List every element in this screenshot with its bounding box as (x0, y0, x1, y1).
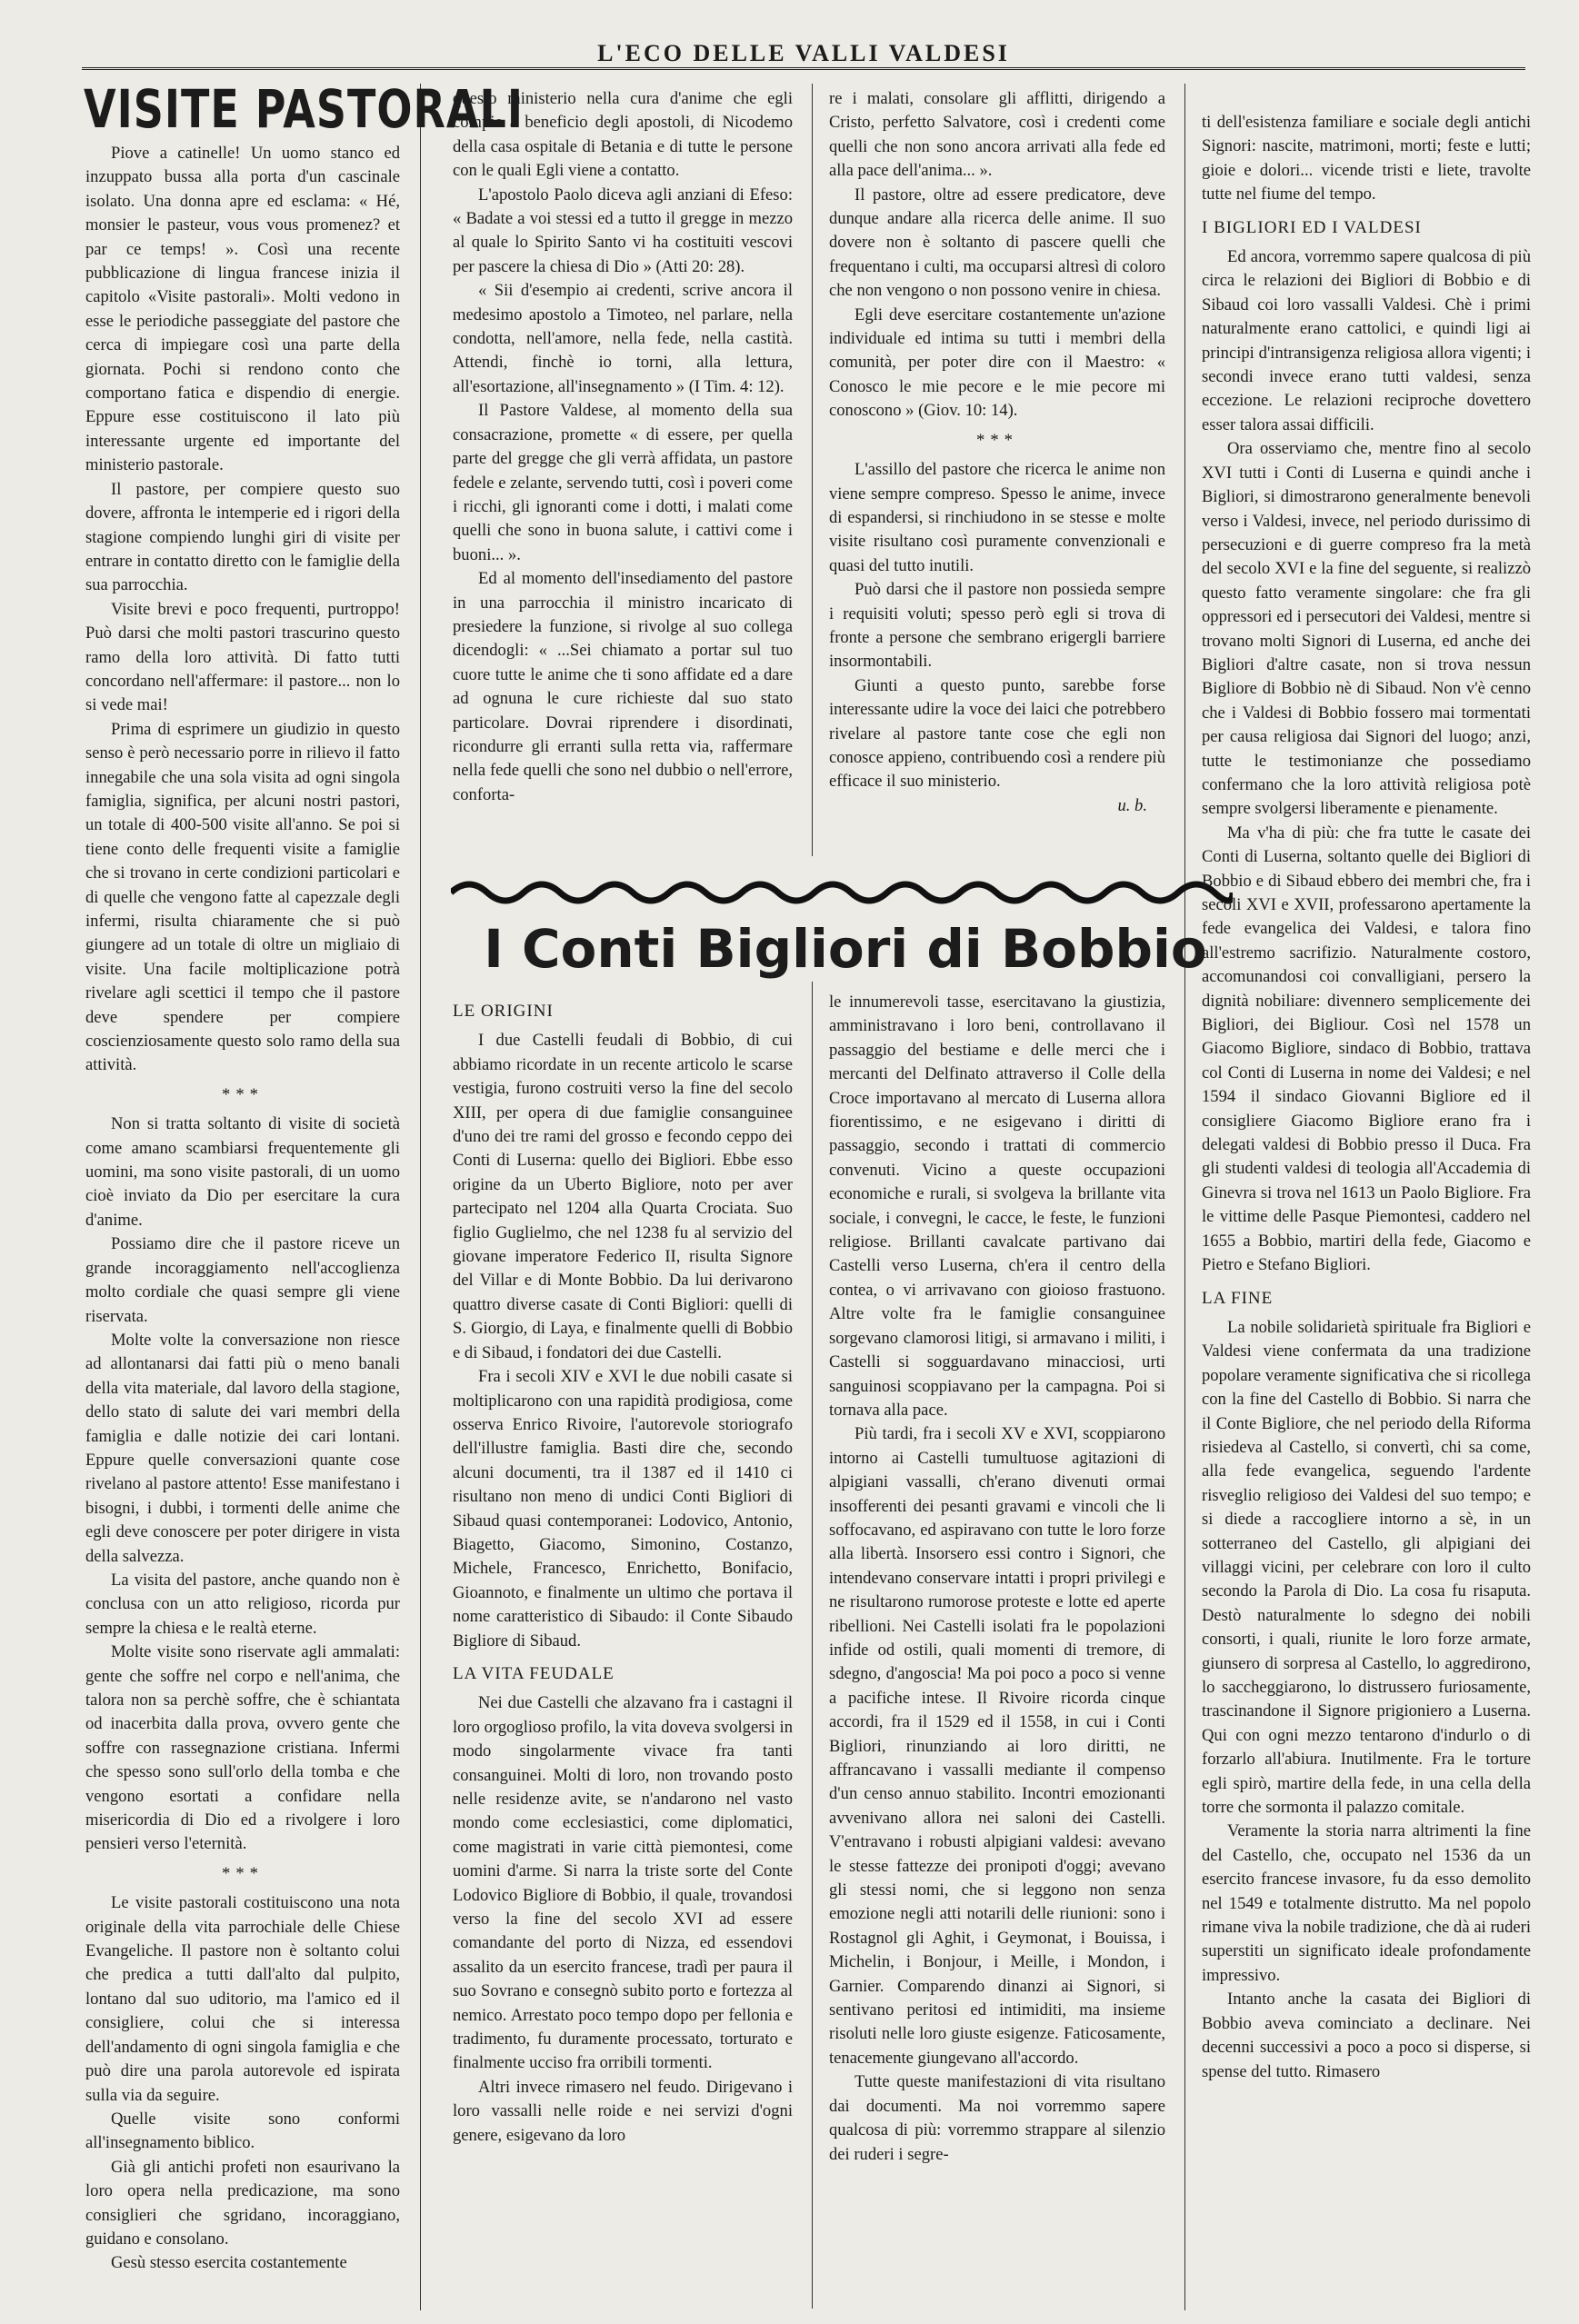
paragraph: Gesù stesso esercita costantemente (111, 2253, 347, 2273)
wave-divider (451, 873, 1233, 909)
author-signature: u. b. (1117, 795, 1147, 815)
paragraph: Può darsi che il pastore non possieda sempre i requisiti voluti; spesso però egli si trova di fronte a persone che sembrano erigergli barriere insormontabili. (829, 580, 1165, 672)
paragraph: Ed al momento dell'insediamento del pastore in una parrocchia il ministro incaricato di presiedere la funzione, si rivolge al suo collega dicendogli: « ...Sei chiamato a portar sul tuo cuore tutte le anime che ti sono affidate ed a dare ad ognuna le cure richieste dal suo stato particolare. Dovrai riprendere i disordinati, ricondurre gli erranti sulla retta via, raffermare nella fede quelli che sono nel dubbio o nell'errore, conforta- (453, 569, 793, 804)
paragraph: « Sii d'esempio ai credenti, scrive ancora il medesimo apostolo a Timoteo, nel parlare, nella condotta, nell'amore, nella fede, nella castità. Attendi, finchè io torni, alla lettura, all'esortazione, all'insegnamento » (I Tim. 4: 12). (453, 281, 793, 396)
paragraph: Ora osserviamo che, mentre fino al secolo XVI tutti i Conti di Luserna e quindi anche i Bigliori, si dimostrarono generalmente benevoli verso i Valdesi, invece, nel periodo durissimo di persecuzioni e di guerre compreso fra la metà del secolo XVI e la fine del seguente, si realizzò questo fatto veramente singolare: che fra gli oppressori ed i persecutori dei Valdesi, mentre si trovano molti Signori di Luserna, ed anche dei Bigliori d'altre casate, non si trova nessun Bigliore di Bobbio nè di Sibaud. Non v'è cenno che i Valdesi di Bobbio fossero mai tormentati per causa religiosa dai Signori del luogo; anzi, tutte le testimonianze che possediamo confermano che la loro attività religiosa potè sempre svolgersi liberamente e pienamente. (1202, 439, 1531, 819)
paragraph: le innumerevoli tasse, esercitavano la giustizia, amministravano i loro beni, controllavano il passaggio del bestiame e delle merci che i mercanti del Delfinato attraverso il Colle della Croce importavano al mercato di Luserna allora fiorentissimo, e ne esigevano i diritti di passaggio, secondo i trattati di commercio convenuti. Vicino a queste occupazioni economiche e rurali, si svolgeva la brillante vita sociale, i convegni, le cacce, le feste, le funzioni religiose. Brillanti cavalcate partivano dai Castelli verso Luserna, ch'era il centro della contea, o vi arrivavano con gioioso frastuono. Altre volte fra le famiglie consanguinee sorgevano clamorosi litigi, si armavano i militi, i Castelli si sogguardavano minacciosi, urti sanguinosi scoppiavano per la campagna. Poi si tornava alla pace. (829, 992, 1165, 1420)
paragraph: Le visite pastorali costituiscono una nota originale della vita parrochiale delle Chiese Evangeliche. Il pastore non è soltanto colui che predica a tutti dall'alto dal pulpito, lontano dal suo uditorio, ma l'amico ed il consigliere, colui che si interessa dell'andamento di ogni singola famiglia e che può dire una parola autorevole ed ispirata sulla via da seguire. (85, 1893, 400, 2105)
paragraph: re i malati, consolare gli afflitti, dirigendo a Cristo, perfetto Salvatore, così i credenti come quelli che non sono ancora arrivati alla fede ed alla pace dell'anima... ». (829, 89, 1165, 181)
bigliori-column-2 (453, 991, 793, 2309)
paragraph: L'assillo del pastore che ricerca le anime non viene sempre compreso. Spesso le anime, invece di espandersi, si rinchiudono in se stesse e molte visite risultano così puramente convenzionali e quasi del tutto inutili. (829, 460, 1165, 575)
paragraph: Il Pastore Valdese, al momento della sua consacrazione, promette « di essere, per quella parte del gregge che gli verrà affidata, un pastore fedele e zelante, servendo tutti, così i poveri come i ricchi, gli ignoranti come i dotti, i malati come quelli che sono in buona salute, i cattivi come i buoni... ». (453, 401, 793, 564)
visite-column-1 (85, 142, 400, 2314)
masthead-rule (82, 67, 1525, 70)
paragraph: Più tardi, fra i secoli XV e XVI, scoppiarono intorno ai Castelli tumultuose agitazioni di alpigiani vassalli, ch'erano divenuti ormai insofferenti dei pesanti gravami e vincoli che li soffocavano, ed aspiravano con tutte le loro forze alla libertà. Insorsero essi contro i Signori, che intendevano conservare intatti i propri privilegi e ne risultarono rumorose proteste e lotte ed aperte ribellioni. Nei Castelli isolati fra le popolazioni infide od ostili, quali momenti di tremore, di sdegno, d'angoscia! Ma poi poco a poco si venne a pacifiche intese. Il Rivoire ricorda cinque accordi, fra il 1529 ed il 1558, in cui i Conti Bigliori, rinunziando ai loro diritti, ne affrancavano i vassalli mediante il compenso d'un censo annuo stabilito. Incontri emozionanti avvenivano allora nei saloni dei Castelli. V'entravano i robusti alpigiani valdesi: avevano le stesse fattezze dei pronipoti d'oggi; avevano gli stessi nomi, che si leggono non senza emozione negli atti notarili delle riunioni: sono i Rostagnol gli Aghit, i Geymonat, i Bouissa, i Michelin, i Bonjour, i Meille, i Mondon, i Garnier. Comparendo dinanzi ai Signori, si sentivano peritosi ed intimiditi, ma insieme risoluti nelle loro giuste esigenze. Faticosamente, tenacemente giungevano all'accordo. (829, 1424, 1165, 2068)
visite-column-2 (453, 87, 793, 869)
paragraph: Tutte queste manifestazioni di vita risultano dai documenti. Ma noi vorremmo sapere qualcosa di più: vorremmo strappare al silenzio dei ruderi i segre- (829, 2072, 1165, 2164)
paragraph: Possiamo dire che il pastore riceve un grande incoraggiamento nell'accoglienza molto cordiale che quasi sempre gli viene riservata. (85, 1234, 400, 1326)
paragraph: ti dell'esistenza familiare e sociale degli antichi Signori: nascite, matrimoni, morti; feste e lutti; gioie e dolori... vicende tristi e liete, travolte tutte nel fiume del tempo. (1202, 113, 1531, 204)
paragraph: Molte visite sono riservate agli ammalati: gente che soffre nel corpo e nell'anima, che talora non sa perchè soffre, che è schiantata od inacerbita dalla prova, ovvero gente che soffre con rassegnazione cristiana. Infermi che spesso sono sull'orlo della tomba e che vengono esortati a confidare nella misericordia di Dio ed a rivolgere i loro pensieri verso l'eternità. (85, 1642, 400, 1854)
paragraph: Veramente la storia narra altrimenti la fine del Castello, che, occupato nel 1536 da un esercito francese invasore, fu da esso demolito nel 1549 e totalmente distrutto. Ma nel popolo rimane viva la nobile tradizione, che dà ai ruderi superstiti un significato ideale profondamente impressivo. (1202, 1821, 1531, 1985)
masthead: L'ECO DELLE VALLI VALDESI (597, 40, 1010, 66)
bigliori-title: I Conti Bigliori di Bobbio (484, 918, 1207, 980)
visite-title: VISITE PASTORALI (84, 78, 524, 140)
paragraph: Quelle visite sono conformi all'insegnamento biblico. (85, 2109, 400, 2153)
paragraph: Il pastore, oltre ad essere predicatore, deve dunque andare alla ricerca delle anime. Il suo dovere non è soltanto di pascere quelli che frequentano i culti, ma occuparsi altresì di coloro che non vengono o non possono venire in chiesa. (829, 185, 1165, 301)
section-stars: *** (222, 1863, 264, 1883)
bigliori-column-3 (829, 991, 1165, 2309)
paragraph: L'apostolo Paolo diceva agli anziani di Efeso: « Badate a voi stessi ed a tutto il gregge in mezzo al quale lo Spirito Santo vi ha costituiti vescovi per pascere la chiesa di Dio » (Atti 20: 28). (453, 185, 793, 276)
paragraph: Fra i secoli XIV e XVI le due nobili casate si moltiplicarono con una rapidità prodigiosa, come osserva Enrico Rivoire, l'autorevole storiografo dell'illustre famiglia. Basti dire che, secondo alcuni documenti, tra il 1387 ed il 1410 ci risultano non meno di undici Conti Bigliori di Sibaud quasi contemporanei: Lodovico, Antonio, Biagetto, Giacomo, Simonino, Costanzo, Michele, Francesco, Enrichetto, Bonifacio, Gioannoto, e finalmente un ultimo che portava il nome caratteristico di Sibaudo: il Conte Sibaudo Bigliore di Sibaud. (453, 1367, 793, 1651)
paragraph: Giunti a questo punto, sarebbe forse interessante udire la voce dei laici che potrebbero rivelare al pastore tante cose che egli non conosce appieno, contribuendo così a rendere più efficace il suo ministerio. (829, 675, 1165, 792)
paragraph: Piove a catinelle! Un uomo stanco ed inzuppato bussa alla porta d'un cascinale isolato. Una donna apre ed esclama: « Hé, monsier le pasteur, vous vous promenez? et par ce temps! ». Così una recente pubblicazione di lingua francese inizia il capitolo «Visite pastorali». Molti vedono in esse le periodiche passeggiate del pastore che cerca di impiegare così una parte della giornata. Pochi si rendono conto che comportano fatica e dispendio di energie. Eppure esse costituiscono il lato più interessante urgente ed importante del ministerio pastorale. (85, 144, 400, 475)
paragraph: Egli deve esercitare costantemente un'azione individuale ed intima su tutti i membri della comunità, per poter dire con il Maestro: « Conosco le mie pecore e le mie pecore mi conoscono » (Giov. 10: 14). (829, 304, 1165, 421)
paragraph: Molte volte la conversazione non riesce ad allontanarsi dai fatti più o meno banali della vita materiale, dal lavoro della stagione, dello stato di salute dei vari membri della famiglia e dalle notizie dei cari lontani. Eppure quelle conversazioni quante cose rivelano al pastore attento! Esse manifestano i bisogni, i dubbi, i tormenti delle anime che egli deve conoscere per poter dirigere in vista della salvezza. (85, 1330, 400, 1566)
heading-vita-feudale: LA VITA FEUDALE (453, 1663, 615, 1683)
paragraph: Non si tratta soltanto di visite di società come amano scambiarsi frequentemente gli uomini, ma sono visite pastorali, di un uomo cioè inviato da Dio per esercitare la cura d'anime. (85, 1114, 400, 1230)
visite-column-3 (829, 87, 1165, 869)
paragraph: Nei due Castelli che alzavano fra i castagni il loro orgoglioso profilo, la vita doveva svolgersi in modo singolarmente vivace fra tanti consanguinei. Molti di loro, non trovando posto nelle residenze avite, se n'andarono nel vasto mondo come ecclesiastici, come diplomatici, come magistrati in varie città piemontesi, come uomini d'arme. Si narra la triste sorte del Conte Lodovico Bigliore di Bobbio, il quale, trovandosi verso la fine del secolo XVI ad essere comandante del porto di Nizza, ed essendovi assalito da un esercito francese, tradì per paura il suo Sovrano e consegnò subito porto e fortezza al nemico. Arrestato poco tempo dopo per fellonia e tradimento, fu duramente processato, torturato e finalmente ucciso fra orribili tormenti. (453, 1693, 793, 2073)
paragraph: Ma v'ha di più: che fra tutte le casate dei Conti di Luserna, soltanto quelle dei Bigliori di Bobbio e di Sibaud ebbero dei membri che, fra i secoli XVI e XVII, professarono apertamente la fede evangelica dei Valdesi, e talora fino all'estremo sacrifizio. Naturalmente costoro, accomunandosi coi convalligiani, persero la dignità nobiliare: divennero semplicemente dei Bigliori, dei Bigliour. Così nel 1578 un Giacomo Bigliore, sindaco di Bobbio, trattava col Conti di Luserna in nome dei Valdesi; e nel 1594 il sindaco Giovanni Bigliore ed il consigliere Giacomo Bigliore erano fra i delegati valdesi di Bobbio presso il Duca. Fra gli studenti valdesi di teologia all'Accademia di Ginevra si trova nel 1613 un Paolo Bigliore. Fra le vittime delle Pasque Piemontesi, caddero nel 1655 a Bobbio, martiri della fede, Giacomo e Pietro e Stefano Bigliori. (1202, 823, 1531, 1275)
paragraph: Ed ancora, vorremmo sapere qualcosa di più circa le relazioni dei Bigliori di Bobbio e di Sibaud coi loro vassalli Valdesi. Chè i primi naturalmente erano cattolici, e quindi ligi ai principi d'intransigenza religiosa allora vigenti; i secondi invece erano tutti valdesi, senza eccezione. Le relazioni reciproche dovettero esser talora assai difficili. (1202, 247, 1531, 434)
paragraph: questo ministerio nella cura d'anime che egli compie a beneficio degli apostoli, di Nicodemo della casa ospitale di Betania e di tutte le persone con le quali Egli viene a contatto. (453, 89, 793, 181)
paragraph: Altri invece rimasero nel feudo. Dirigevano i loro vassalli nelle roide e nei servizi d'ogni genere, esigevano da loro (453, 2077, 793, 2145)
paragraph: Prima di esprimere un giudizio in questo senso è però necessario porre in rilievo il fatto innegabile che una sola visita ad ogni singola famiglia, significa, per alcuni nostri pastori, un totale di 400-500 visite all'anno. Se poi si tiene conto delle frequenti visite a famiglie che si trovano in certe condizioni particolari e di quelle che vengono fatte al capezzale degli infermi, risulta chiaramente che si può giungere ad un totale di oltre un migliaio di visite. Una facile moltiplicazione potrà rivelare agli scettici il tempo che il pastore deve spendere per compiere coscienziosamente questo solo ramo della sua attività. (85, 719, 400, 1075)
paragraph: La nobile solidarietà spirituale fra Bigliori e Valdesi viene confermata da una tradizione popolare veramente significativa che si ricollega con la fine del Castello di Bobbio. Si narra che il Conte Bigliore, che nel periodo della Riforma risiedeva al Castello, si convertì, chi sa come, alla fede evangelica, seguendo l'ardente risveglio religioso dei Valdesi del suo tempo; e si diede a raccogliere intorno a sè, in un sotterraneo del Castello, gli alpigiani dei villaggi vicini, per celebrare con loro il culto secondo la Parola di Dio. La cosa fu risaputa. Destò naturalmente lo sdegno dei nobili consorti, i quali, riunite le loro forze armate, giunsero di sorpresa al Castello, lo aggredirono, lo saccheggiarono, lo distrussero furiosamente, trascinandone il Signore prigioniero a Luserna. Qui con ogni mezzo tentarono d'indurlo o di forzarlo all'abiura. Inutilmente. Fra le torture egli spirò, martire della fede, in una cella della torre che sormonta il palazzo comitale. (1202, 1317, 1531, 1818)
heading-origini: LE ORIGINI (453, 1002, 554, 1021)
column-separator (1184, 84, 1185, 2310)
paragraph: Il pastore, per compiere questo suo dovere, affronta le intemperie ed i rigori della stagione compiendo lunghi giri di visite per entrare in contatto diretto con le famiglie della sua parrocchia. (85, 479, 400, 595)
section-stars: *** (976, 430, 1018, 450)
heading-la-fine: LA FINE (1202, 1288, 1274, 1308)
bigliori-column-4 (1202, 111, 1531, 2314)
column-separator (812, 982, 813, 2309)
heading-bigliori-valdesi: I BIGLIORI ED I VALDESI (1202, 217, 1422, 237)
section-stars: *** (222, 1084, 264, 1104)
paragraph: Visite brevi e poco frequenti, purtroppo! Può darsi che molti pastori trascurino questo ramo della loro attività. Di fatto tutti concordano nell'affermare: il pastore... non lo si vede mai! (85, 599, 400, 715)
paragraph: La visita del pastore, anche quando non è conclusa con un atto religioso, ricorda pur sempre la chiesa e le realtà eterne. (85, 1570, 400, 1638)
paragraph: Già gli antichi profeti non esaurivano la loro opera nella predicazione, ma sono consiglieri che sgridano, incoraggiano, guidano e consolano. (85, 2157, 400, 2249)
column-separator (812, 84, 813, 856)
column-separator (420, 84, 421, 2310)
paragraph: Intanto anche la casata dei Bigliori di Bobbio aveva cominciato a declinare. Nei decenni successivi a poco a poco si disperse, si spense del tutto. Rimasero (1202, 1990, 1531, 2081)
paragraph: I due Castelli feudali di Bobbio, di cui abbiamo ricordate in un recente articolo le scarse vestigia, furono costruiti verso la fine del secolo XIII, per opera di due famiglie consanguinee d'uno dei tre rami del grosso e fecondo ceppo dei Conti di Luserna: quello dei Bigliori. Ebbe esso origine da un Uberto Bigliore, noto per aver partecipato nel 1204 alla Quarta Crociata. Suo figlio Guglielmo, che nel 1238 fu al servizio del giovane imperatore Federico II, risulta Signore del Villar e di Monte Bobbio. Da lui derivarono quattro diverse casate di Conti Bigliori: quelli di S. Giorgio, di Laya, e finalmente quelli di Bobbio e di Sibaud, i fondatori dei due Castelli. (453, 1031, 793, 1362)
